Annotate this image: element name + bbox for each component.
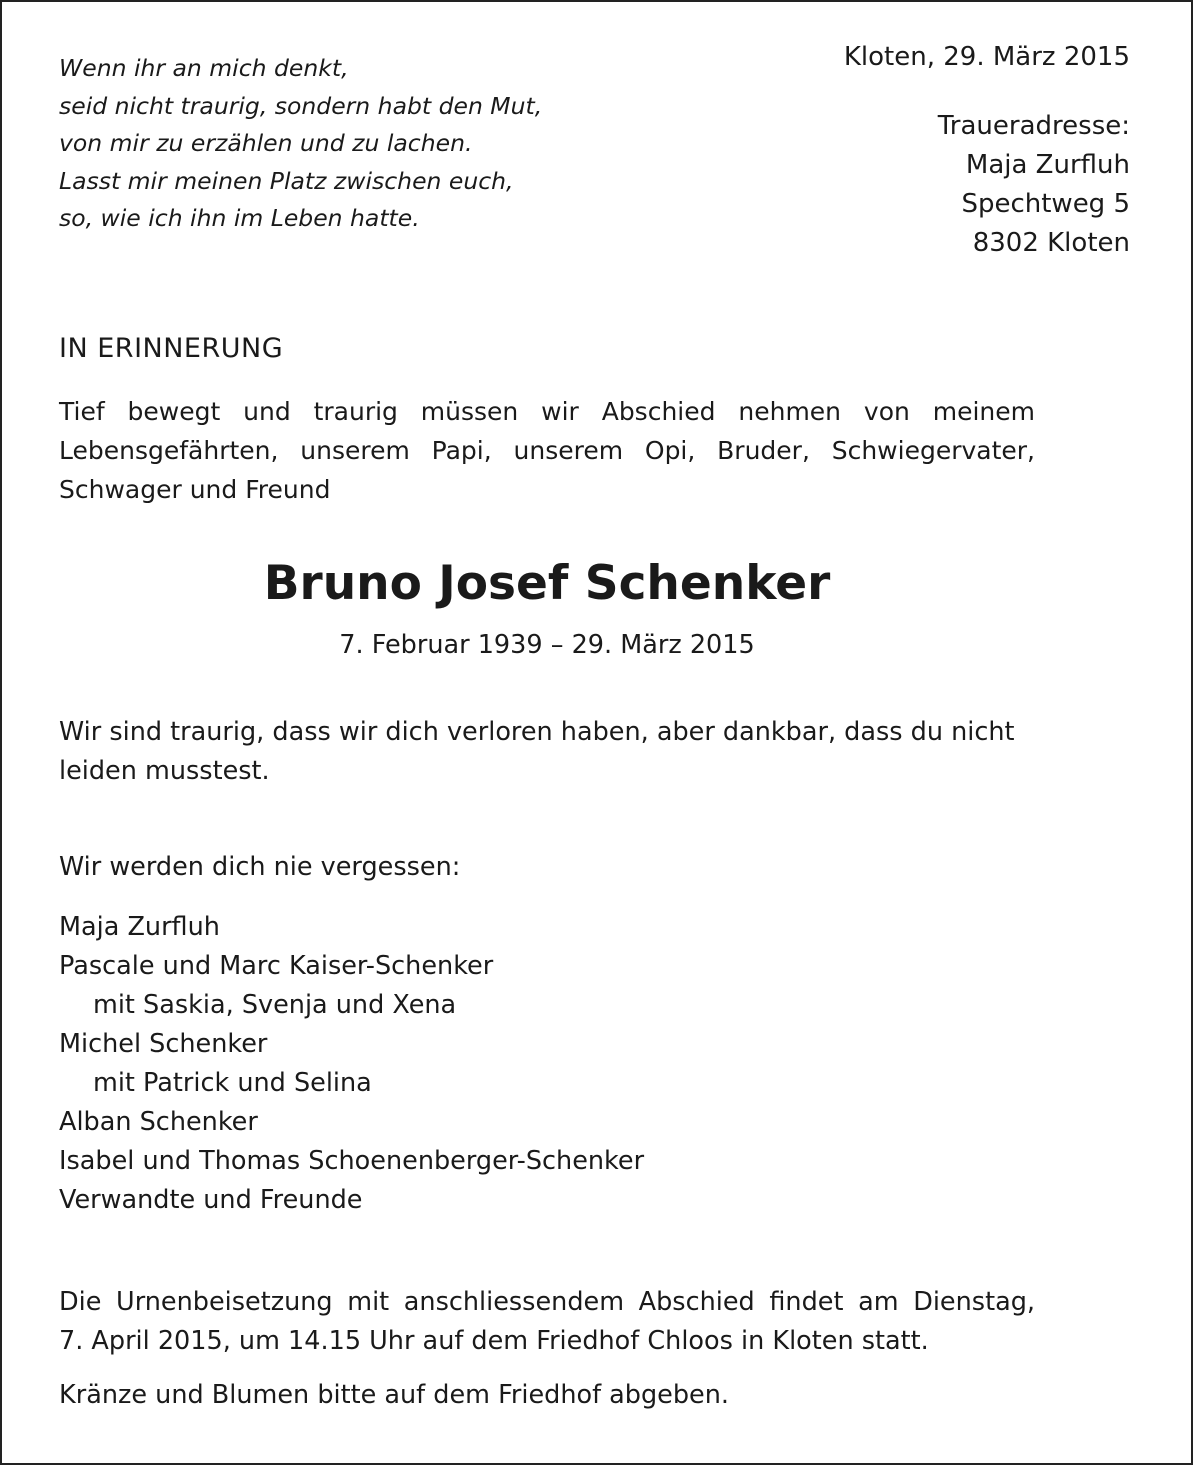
deceased-name: Bruno Josef Schenker: [263, 556, 831, 611]
mourner-item: Pascale und Marc Kaiser-Schenker: [59, 951, 494, 981]
intro-paragraph: [59, 392, 1035, 509]
mourner-item: mit Saskia, Svenja und Xena: [93, 990, 457, 1020]
address-label: Traueradresse:: [937, 111, 1130, 141]
poem-line: so, wie ich ihn im Leben hatte.: [59, 204, 420, 232]
mourner-item: Verwandte und Freunde: [59, 1185, 363, 1215]
poem-line: Lasst mir meinen Platz zwischen euch,: [59, 166, 514, 195]
burial-line: 7. April 2015, um 14.15 Uhr auf dem Friedhof Chloos in Kloten statt.: [59, 1326, 929, 1356]
burial-line: Die Urnenbeisetzung mit anschliessendem Abschied findet am Dienstag,: [59, 1287, 1035, 1317]
mourners-list: [59, 908, 644, 1220]
gratitude-line: leiden musstest.: [59, 756, 270, 786]
gratitude-paragraph: [59, 713, 1015, 791]
memoriam-heading: IN ERINNERUNG: [59, 333, 284, 364]
life-dates: 7. Februar 1939 – 29. März 2015: [339, 630, 755, 660]
mourner-item: Alban Schenker: [59, 1107, 258, 1137]
poem-line: von mir zu erzählen und zu lachen.: [59, 129, 473, 157]
poem-line: seid nicht traurig, sondern habt den Mut,: [59, 91, 543, 120]
mourner-item: Michel Schenker: [59, 1029, 268, 1059]
mourners-heading: Wir werden dich nie vergessen:: [59, 852, 461, 882]
mourner-item: Maja Zurfluh: [59, 912, 220, 942]
flowers-note: Kränze und Blumen bitte auf dem Friedhof abgeben.: [59, 1380, 730, 1410]
address-city: 8302 Kloten: [972, 228, 1130, 258]
intro-line: Schwager und Freund: [59, 475, 331, 504]
gratitude-line: Wir sind traurig, dass wir dich verloren haben, aber dankbar, dass du nicht: [59, 717, 1015, 747]
poem: [59, 50, 542, 238]
mourning-address: [938, 107, 1130, 263]
mourner-item: mit Patrick und Selina: [93, 1068, 372, 1098]
address-street: Spechtweg 5: [961, 189, 1130, 219]
burial-paragraph: [59, 1283, 1035, 1361]
place-date: Kloten, 29. März 2015: [843, 42, 1130, 72]
mourner-item: Isabel und Thomas Schoenenberger-Schenker: [59, 1146, 645, 1176]
address-name: Maja Zurfluh: [965, 150, 1130, 180]
poem-line: Wenn ihr an mich denkt,: [59, 54, 349, 82]
intro-line: Lebensgefährten, unserem Papi, unserem Opi, Bruder, Schwiegervater,: [59, 436, 1035, 465]
intro-line: Tief bewegt und traurig müssen wir Abschied nehmen von meinem: [59, 397, 1035, 426]
